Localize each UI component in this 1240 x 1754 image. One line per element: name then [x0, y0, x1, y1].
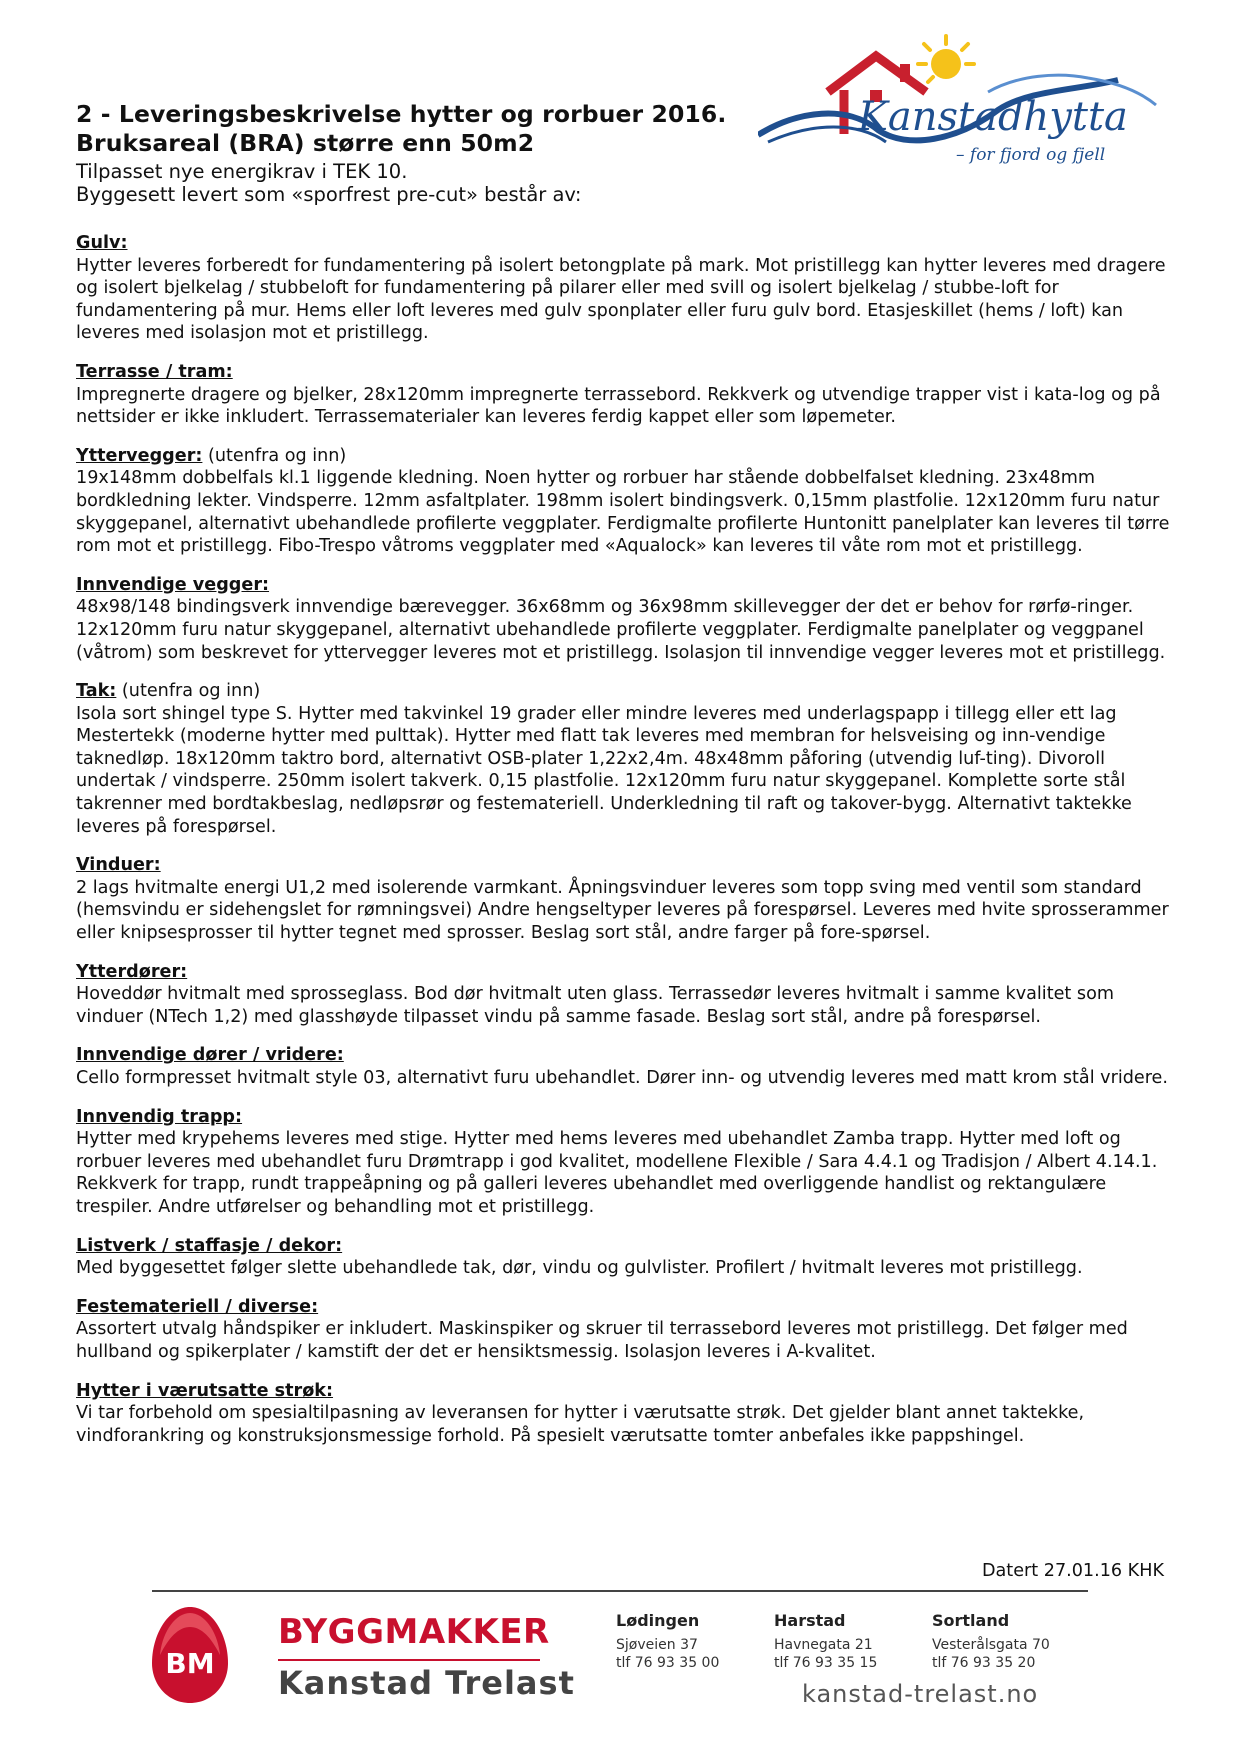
office-phone: tlf 76 93 35 15	[774, 1655, 878, 1671]
section-festemateriell	[76, 1296, 1176, 1364]
office-phone: tlf 76 93 35 20	[932, 1655, 1036, 1671]
section-note: (utenfra og inn)	[116, 681, 261, 702]
section-body: Vi tar forbehold om spesialtilpasning av leveransen for hytter i værutsatte strøk. Det gjelder blant annet taktekke, vindforankring og konstruksjonsmessige forhold. På spesielt værutsatte tomter anbefales ikke pappshingel.	[76, 1403, 1085, 1446]
logo-brand: Kanstadhytta	[858, 94, 1128, 140]
office-address: Vesterålsgata 70	[932, 1637, 1050, 1653]
section-ytterdorer	[76, 961, 1176, 1029]
section-body: Cello formpresset hvitmalt style 03, alternativt furu ubehandlet. Dører inn- og utvendig leveres med matt krom stål vridere.	[76, 1068, 1168, 1088]
date-stamp: Datert 27.01.16 KHK	[981, 1561, 1164, 1581]
office-phone: tlf 76 93 35 00	[616, 1655, 720, 1671]
title-line-2: Bruksareal (BRA) større enn 50m2	[76, 129, 535, 157]
section-vinduer	[76, 854, 1176, 944]
section-body: Hoveddør hvitmalt med sprosseglass. Bod dør hvitmalt uten glass. Terrassedør leveres hvitmalt i samme kvalitet som vinduer (NTech 1,2) med glasshøyde tilpasset vindu på samme fasade. Beslag sort stål, andre på forespørsel.	[76, 984, 1114, 1027]
section-heading: Tak:	[76, 681, 117, 702]
subtitle-line-1: Tilpasset nye energikrav i TEK 10.	[76, 160, 408, 183]
title-line-1: 2 - Leveringsbeskrivelse hytter og rorbuer 2016.	[76, 100, 727, 128]
section-body: Impregnerte dragere og bjelker, 28x120mm impregnerte terrassebord. Rekkverk og utvendige trapper vist i kata-log og på nettsider er ikke inkludert. Terrassematerialer kan leveres ferdig kappet eller som løpemeter.	[76, 384, 1161, 428]
section-innvendige-vegger	[76, 574, 1176, 664]
section-listverk	[76, 1235, 1176, 1280]
section-heading: Festemateriell / diverse:	[76, 1296, 319, 1317]
section-heading: Listverk / staffasje / dekor:	[76, 1235, 343, 1256]
section-body: 19x148mm dobbelfals kl.1 liggende kledning. Noen hytter og rorbuer har stående dobbelfalset kledning. 23x48mm bordkledning lekter. Vindsperre. 12mm asfaltplater. 198mm isolert bindingsverk. 0,15mm plastfolie. 12x120mm furu natur skyggepanel, alternativt ubehandlede profilerte veggplater. Ferdigmalte profilerte Huntonitt panelplater kan leveres til tørre rom mot et pristillegg. Fibo-Trespo våtroms veggplater med «Aqualock» kan leveres til våte rom mot et pristillegg.	[76, 468, 1170, 557]
byggmakker-brand: BYGGMAKKER	[278, 1612, 550, 1652]
office-name: Harstad	[774, 1611, 846, 1630]
brand-underline	[278, 1659, 540, 1661]
section-body: Assortert utvalg håndspiker er inkludert. Maskinspiker og skruer til terrassebord leveres mot pristillegg. Det følger med hullband og spikerplater / kamstift der det er hensiktsmessig. Isolasjon leveres i A-kvalitet.	[76, 1319, 1128, 1362]
section-heading: Hytter i værutsatte strøk:	[76, 1380, 334, 1401]
kanstadhytta-logo	[758, 30, 1158, 200]
section-terrasse	[76, 361, 1176, 429]
logo-tagline: – for fjord og fjell	[956, 145, 1106, 165]
bm-text: BM	[165, 1647, 215, 1680]
section-body: Hytter leveres forberedt for fundamentering på isolert betongplate på mark. Mot pristillegg kan hytter leveres med dragere og isolert bjelkelag / stubbeloft for fundamentering på pilarer eller med svill og isolert bjelkelag / stubbe-loft for fundamentering på mur. Hems eller loft leveres med gulv sponplater eller furu gulv bord. Etasjeskillet (hems / loft) kan leveres med isolasjon mot et pristillegg.	[76, 255, 1166, 344]
section-body: 48x98/148 bindingsverk innvendige bærevegger. 36x68mm og 36x98mm skillevegger der det er behov for rørfø-ringer. 12x120mm furu natur skyggepanel, alternativt ubehandlede profilerte veggplater. Ferdigmalte panelplater og veggpanel (våtrom) som beskrevet for yttervegger leveres mot et pristillegg. Isolasjon til innvendige vegger leveres mot et pristillegg.	[76, 597, 1166, 663]
section-heading: Yttervegger:	[76, 445, 203, 466]
document-title	[76, 100, 726, 158]
section-innvendig-trapp	[76, 1106, 1176, 1219]
byggmakker-bm-logo	[150, 1605, 230, 1705]
office-harstad	[774, 1612, 877, 1672]
office-address: Sjøveien 37	[616, 1637, 698, 1653]
section-gulv	[76, 232, 1176, 345]
section-body: Med byggesettet følger slette ubehandlede tak, dør, vindu og gulvlister. Profilert / hvitmalt leveres mot pristillegg.	[76, 1258, 1083, 1279]
section-body: 2 lags hvitmalte energi U1,2 med isolerende varmkant. Åpningsvinduer leveres som topp sving med ventil som standard (hemsvindu er sidehengslet for rømningsvei) Andre hengseltyper leveres på forespørsel. Leveres med hvite sprosserammer eller knipsesprosser til hytter tegnet med sprosser. Beslag sort stål, andre farger på fore-spørsel.	[76, 877, 1169, 944]
office-address: Havnegata 21	[774, 1637, 873, 1653]
section-yttervegger	[76, 445, 1176, 558]
section-heading: Vinduer:	[76, 855, 161, 876]
section-heading: Innvendige dører / vridere:	[76, 1045, 344, 1066]
subtitle-line-2: Byggesett levert som «sporfrest pre-cut» består av:	[76, 183, 582, 206]
sun-icon	[918, 36, 974, 82]
website-link[interactable]: kanstad-trelast.no	[802, 1680, 1039, 1708]
section-tak	[76, 680, 1176, 838]
document-subtitle	[76, 160, 581, 206]
office-name: Lødingen	[616, 1611, 700, 1630]
section-note: (utenfra og inn)	[202, 445, 347, 466]
office-name: Sortland	[932, 1611, 1010, 1630]
section-innvendige-dorer	[76, 1044, 1176, 1089]
specification-sections	[76, 232, 1176, 1463]
section-vaerutsatte	[76, 1380, 1176, 1448]
section-heading: Terrasse / tram:	[76, 361, 233, 382]
section-heading: Innvendige vegger:	[76, 574, 270, 595]
section-heading: Gulv:	[76, 233, 128, 253]
footer-divider	[152, 1590, 1088, 1592]
office-lodingen	[616, 1612, 719, 1672]
section-body: Hytter med krypehems leveres med stige. Hytter med hems leveres med ubehandlet Zamba trapp. Hytter med loft og rorbuer leveres med ubehandlet furu Drømtrapp i god kvalitet, modellene Flexible / Sara 4.4.1 og Tradisjon / Albert 4.14.1. Rekkverk for trapp, rundt trappeåpning og på galleri leveres ubehandlet med overliggende handlist og rektangulære trespiler. Andre utførelser og behandling mot et pristillegg.	[76, 1129, 1158, 1217]
section-body: Isola sort shingel type S. Hytter med takvinkel 19 grader eller mindre leveres med underlagspapp i tillegg eller ett lag Mestertekk (moderne hytter med pulttak). Hytter med flatt tak leveres med membran for helsveising og inn-vendige taknedløp. 18x120mm taktro bord, alternativt OSB-plater 1,22x2,4m. 48x48mm påforing (utvendig luf-ting). Divoroll undertak / vindsperre. 250mm isolert takverk. 0,15 plastfolie. 12x120mm furu natur skyggepanel. Komplette sorte stål takrenner med bordtakbeslag, nedløpsrør og festemateriell. Underkledning til raft og takover-bygg. Alternativt taktekke leveres på forespørsel.	[76, 703, 1132, 837]
office-sortland	[932, 1612, 1050, 1672]
section-heading: Ytterdører:	[76, 961, 188, 982]
section-heading: Innvendig trapp:	[76, 1106, 243, 1127]
kanstad-trelast-brand: Kanstad Trelast	[278, 1664, 575, 1702]
